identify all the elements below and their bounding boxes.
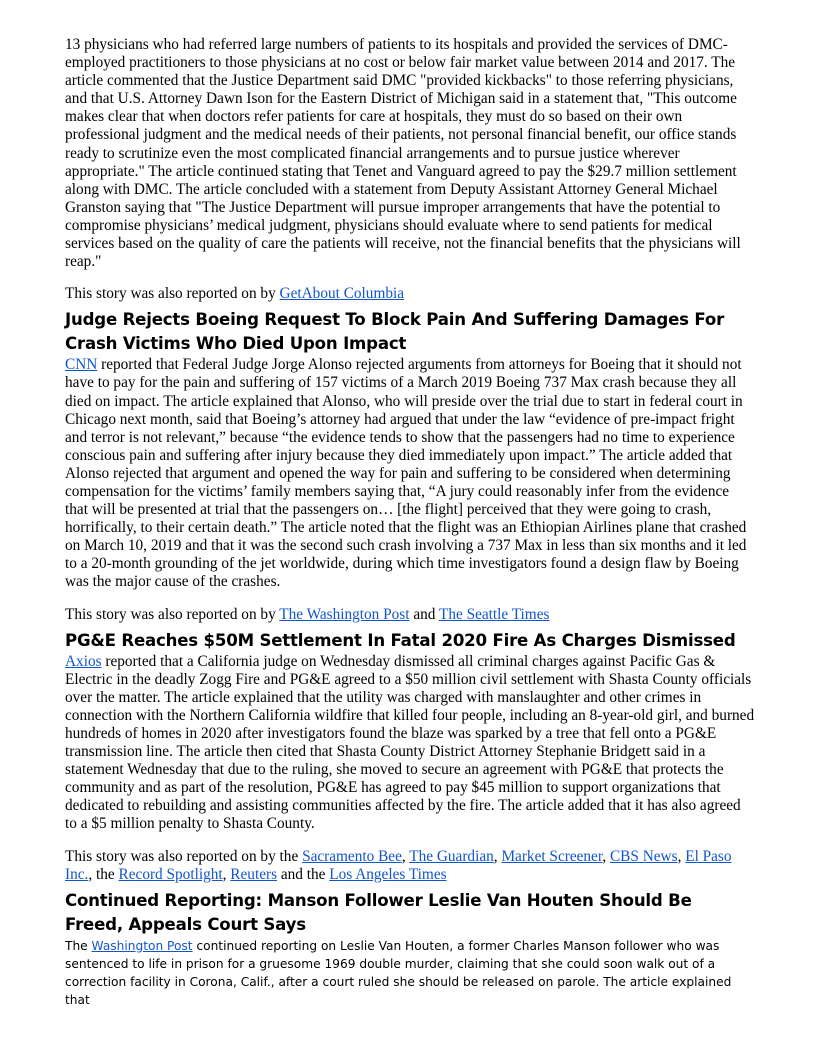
boeing-also-reported: This story was also reported on by The Washington Post and The Seattle Times — [65, 605, 550, 623]
manson-paragraph: The Washington Post continued reporting on Leslie Van Houten, a former Charles Manson follower who was sentenced to life in prison for a gruesome 1969 double murder, claiming that she could soon walk out of a correction facility in Corona, Calif., after a court ruled she should be released on parole. The article explained that — [65, 938, 732, 1008]
link-the-guardian[interactable]: The Guardian — [409, 847, 494, 865]
pge-also-reported: This story was also reported on by the Sacramento Bee, The Guardian, Market Screener, CBS News, El Paso Inc., the Record Spotlight, Reuters and the Los Angeles Times — [65, 847, 732, 883]
pge-paragraph: Axios reported that a California judge on Wednesday dismissed all criminal charges against Pacific Gas & Electric in the deadly Zogg Fire and PG&E agreed to a $50 million civil settlement with Shasta County officials over the matter. The article explained that the utility was charged with manslaughter and other crimes in connection with the Northern California wildfire that killed four people, including an 8-year-old girl, and burned hundreds of homes in 2020 after investigators found the blaze was sparked by a tree that fell onto a PG&E transmission line. The article then cited that Shasta County District Attorney Stephanie Bridgett said in a statement Wednesday that due to the ruling, she moved to secure an agreement with PG&E that protects the community and as part of the resolution, PG&E has agreed to pay $45 million to support organizations that dedicated to rebuilding and assisting communities affected by the fire. The article added that it has also agreed to a $5 million penalty to Shasta County. — [65, 652, 755, 833]
link-los-angeles-times[interactable]: Los Angeles Times — [329, 865, 447, 883]
link-axios[interactable]: Axios — [65, 652, 102, 670]
link-cnn[interactable]: CNN — [65, 356, 98, 374]
document-page — [65, 36, 755, 1009]
intro-also-reported: This story was also reported on by GetAbout Columbia — [65, 285, 405, 303]
link-getabout-columbia[interactable]: GetAbout Columbia — [279, 285, 405, 303]
link-seattle-times[interactable]: The Seattle Times — [438, 605, 550, 623]
link-reuters[interactable]: Reuters — [230, 865, 278, 883]
headline-pge: PG&E Reaches $50M Settlement In Fatal 2020 Fire As Charges Dismissed — [65, 630, 736, 650]
link-market-screener[interactable]: Market Screener — [501, 847, 603, 865]
link-cbs-news[interactable]: CBS News — [609, 847, 678, 865]
link-el-paso-inc[interactable]: El Paso Inc. — [65, 847, 732, 883]
link-washington-post-manson[interactable]: Washington Post — [91, 938, 193, 953]
boeing-paragraph: CNN reported that Federal Judge Jorge Alonso rejected arguments from attorneys for Boeing that it should not have to pay for the pain and suffering of 157 victims of a March 2019 Boeing 737 Max crash because they all died on impact. The article explained that Alonso, who will preside over the trial due to start in federal court in Chicago next month, said that Boeing’s attorney had argued that under the law “evidence of pre-impact fright and terror is not relevant,” because “the evidence tends to show that the passengers had no time to experience conscious pain and suffering after injury because they died immediately upon impact.” The article added that Alonso rejected that argument and opened the way for pain and suffering to be considered when determining compensation for the victims’ family members saying that, “A jury could reasonably infer from the evidence that will be presented at trial that the passengers on… [the flight] perceived that they were going to crash, horrifically, to their certain death.” The article noted that the flight was an Ethiopian Airlines plane that crashed on March 10, 2019 and that it was the second such crash involving a 737 Max in less than six months and it led to a 20-month grounding of the jet worldwide, during which time investigators found a design flaw by Boeing was the major cause of the crashes. — [65, 356, 747, 591]
headline-boeing: Judge Rejects Boeing Request To Block Pain And Suffering Damages For Crash Victims Who Died Upon Impact — [65, 310, 725, 354]
intro-text: 13 physicians who had referred large numbers of patients to its hospitals and provided the services of DMC-employed practitioners to those physicians at no cost or below fair market value between 2014 and 2017. The article commented that the Justice Department said DMC "provided kickbacks" to those referring physicians, and that U.S. Attorney Dawn Ison for the Eastern District of Michigan said in a statement that, "This outcome makes clear that when doctors refer patients for care at hospitals, they must do so based on their own professional judgment and the medical needs of their patients, not personal financial benefit, our office stands ready to scrutinize even the most complicated financial arrangements and to pursue justice wherever appropriate." The article continued stating that Tenet and Vanguard agreed to pay the $29.7 million settlement along with DMC. The article concluded with a statement from Deputy Assistant Attorney General Michael Granston saying that "The Justice Department will pursue improper arrangements that have the potential to compromise physicians’ medical judgment, physicians should evaluate where to send patients for medical services based on the quality of care the patients will receive, not the financial benefits that the physicians will reap." — [65, 36, 741, 271]
link-washington-post[interactable]: The Washington Post — [279, 605, 410, 623]
headline-manson: Continued Reporting: Manson Follower Leslie Van Houten Should Be Freed, Appeals Court Says — [65, 890, 692, 934]
link-sacramento-bee[interactable]: Sacramento Bee — [302, 847, 402, 865]
link-record-spotlight[interactable]: Record Spotlight — [118, 865, 223, 883]
intro-paragraph — [65, 36, 755, 271]
